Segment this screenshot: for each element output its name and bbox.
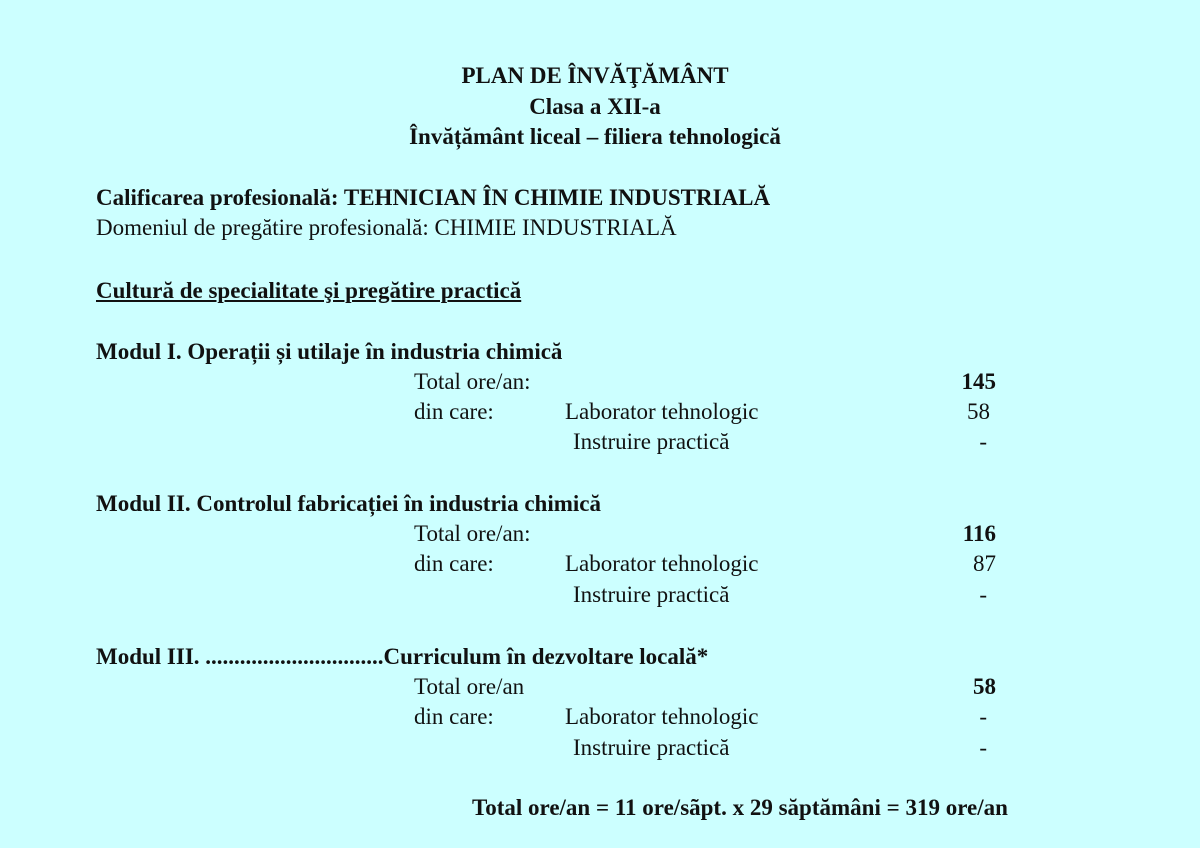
domain-label: Domeniul de pregătire profesională: CHIMIE INDUSTRIALĂ bbox=[96, 215, 677, 240]
practice-value: - bbox=[979, 735, 987, 760]
din-care-label: din care: bbox=[414, 704, 494, 729]
lab-label: Laborator tehnologic bbox=[565, 704, 759, 729]
lab-value: 87 bbox=[973, 551, 996, 576]
practice-label: Instruire practică bbox=[573, 582, 730, 607]
lab-label: Laborator tehnologic bbox=[565, 551, 759, 576]
qualification-label: Calificarea profesională: TEHNICIAN ÎN CHIMIE INDUSTRIALĂ bbox=[96, 185, 771, 210]
total-label: Total ore/an: bbox=[414, 369, 531, 394]
lab-value: - bbox=[979, 704, 987, 729]
module-title: Modul III. ...............................Curriculum în dezvoltare locală* bbox=[96, 644, 709, 669]
track-subtitle: Învățământ liceal – filiera tehnologică bbox=[409, 124, 781, 149]
total-value: 58 bbox=[973, 674, 996, 699]
total-label: Total ore/an bbox=[414, 674, 525, 699]
practice-value: - bbox=[979, 582, 987, 607]
section-title: Cultură de specialitate şi pregătire practică bbox=[96, 278, 522, 303]
module-title: Modul II. Controlul fabricației în industria chimică bbox=[96, 491, 601, 516]
din-care-label: din care: bbox=[414, 399, 494, 424]
page-title: PLAN DE ÎNVĂŢĂMÂNT bbox=[461, 63, 729, 88]
total-label: Total ore/an: bbox=[414, 521, 531, 546]
module-title: Modul I. Operații și utilaje în industria chimică bbox=[96, 339, 563, 364]
lab-label: Laborator tehnologic bbox=[565, 399, 759, 424]
total-value: 116 bbox=[962, 521, 996, 546]
practice-value: - bbox=[979, 429, 987, 454]
practice-label: Instruire practică bbox=[573, 735, 730, 760]
grand-total: Total ore/an = 11 ore/sãpt. x 29 săptămâni = 319 ore/an bbox=[472, 795, 1008, 820]
total-value: 145 bbox=[961, 369, 996, 394]
lab-value: 58 bbox=[967, 399, 990, 424]
class-subtitle: Clasa a XII-a bbox=[529, 94, 661, 119]
din-care-label: din care: bbox=[414, 551, 494, 576]
practice-label: Instruire practică bbox=[573, 429, 730, 454]
